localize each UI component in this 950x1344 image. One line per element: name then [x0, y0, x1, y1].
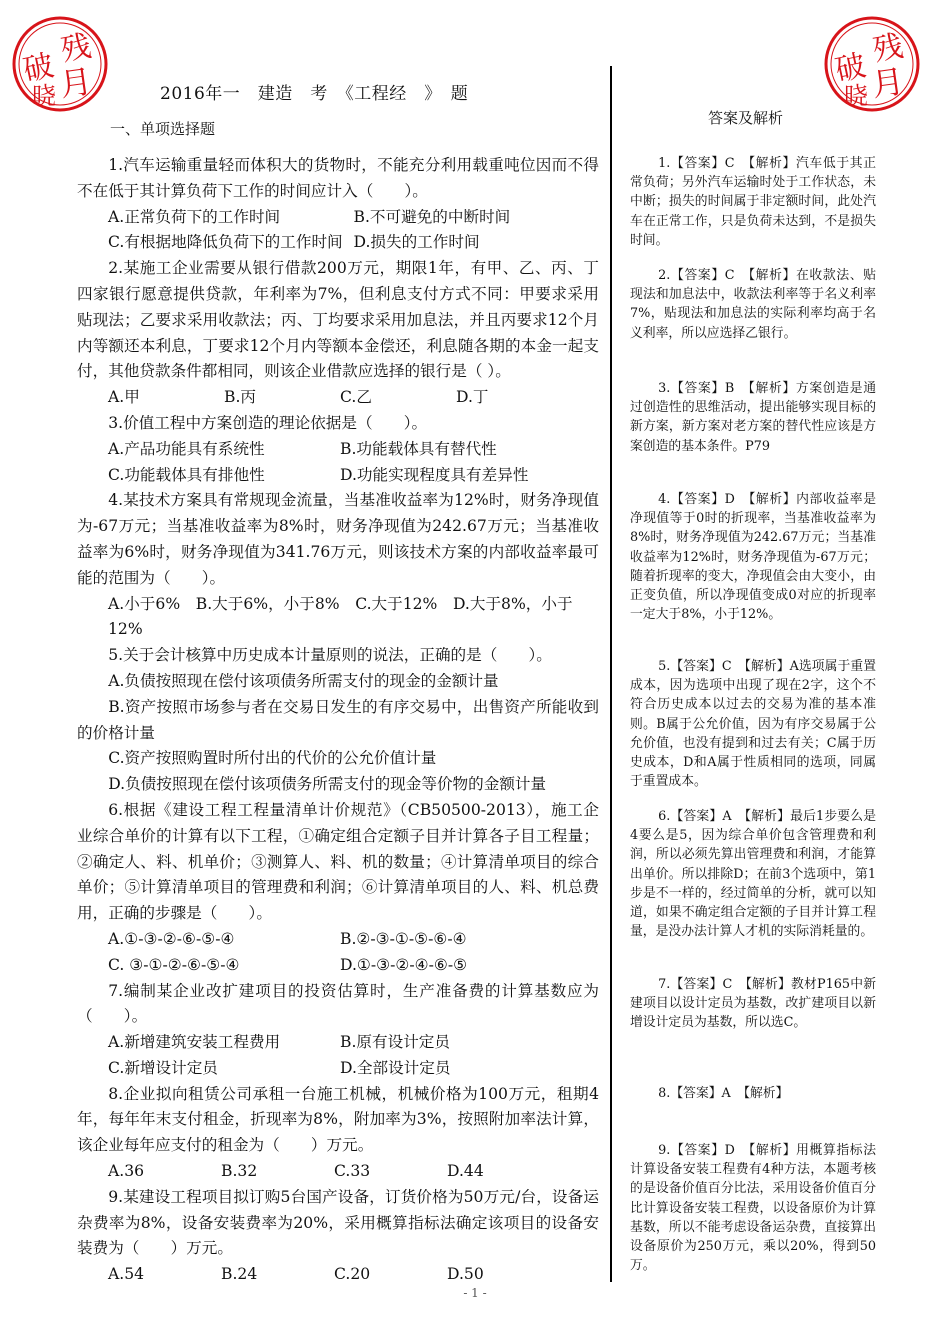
seal-char-1: 破 — [20, 48, 57, 89]
question-1-options-row-1 — [77, 205, 599, 231]
question-5-option-a: A.负债按照现在偿付该项债务所需支付的现金的金额计量 — [108, 671, 499, 690]
question-9-option-a: A.54 — [108, 1265, 145, 1284]
question-3-option-a: A.产品功能具有系统性 — [108, 439, 265, 458]
question-5-option-c: C.资产按照购置时所付出的代价的公允价值计量 — [108, 749, 437, 768]
answer-6: 6.【答案】A 【解析】最后1步要么是4要么是5，因为综合单价包含管理费和利润，所以必须先算出管理费和利润，才能算出单价。所以排除D；在前3个选项中，第1步是不一样的，经过简单的分析，就可以知道，如果不确定组合定额的子目并计算工程量，是没办法计算人才机的实际消耗量的。 — [630, 809, 876, 940]
question-9-option-c: C.20 — [334, 1265, 371, 1284]
question-1-option-d: D.损失的工作时间 — [353, 233, 480, 252]
question-9-option-d: D.50 — [447, 1265, 484, 1284]
question-1-options-row-2 — [77, 230, 599, 256]
question-2-stem: 2.某施工企业需要从银行借款200万元，期限1年，有甲、乙、丙、丁四家银行愿意提供贷款，年利率为7%，但利息支付方式不同：甲要求采用贴现法；乙要求采用收款法；丙、丁均要求采用加息法，并且丙要求12个月内等额还本利息，丁要求12个月内等额本金偿还，利息随各期的本金一起支付，其他贷款条件都相同，则该企业借款应选择的银行是（ ）。 — [77, 259, 599, 381]
page-number: - 1 - — [463, 1286, 487, 1300]
question-8-option-a: A.36 — [108, 1162, 145, 1181]
question-6-option-d: D.①-③-②-④-⑥-⑤ — [340, 955, 468, 974]
answers-heading: 答案及解析 — [708, 109, 784, 127]
question-4-options: A.小于6% B.大于6%，小于8% C.大于12% D.大于8%，小于12% — [108, 594, 573, 639]
question-7-stem: 7.编制某企业改扩建项目的投资估算时，生产准备费的计算基数应为（ ）。 — [77, 981, 599, 1026]
seal-char-4: 月 — [57, 61, 95, 105]
answer-4: 4.【答案】D 【解析】内部收益率是净现值等于0时的折现率，当基准收益率为8%时，财务净现值为242.67万元；当基准收益率为12%时，财务净现值为-67万元；随着折现率的变大，净现值会由大变小，由正变负值，所以净现值变成0对应的折现率一定大于8%，小于12%。 — [630, 492, 876, 623]
question-2-option-a: A.甲 — [108, 388, 140, 407]
question-2-option-b: B.丙 — [224, 388, 257, 407]
answer-8: 8.【答案】A 【解析】 — [658, 1086, 789, 1101]
question-7-option-c: C.新增设计定员 — [108, 1058, 218, 1077]
seal-char-2: 残 — [870, 28, 906, 69]
question-1-option-c: C.有根据地降低负荷下的工作时间 — [108, 233, 343, 252]
question-6-option-b: B.②-③-①-⑤-⑥-④ — [340, 929, 467, 948]
question-3-option-b: B.功能载体具有替代性 — [340, 439, 497, 458]
question-2-option-c: C.乙 — [340, 388, 372, 407]
question-9-option-b: B.24 — [221, 1265, 258, 1284]
seal-char-3: 晓 — [844, 82, 868, 110]
seal-char-4: 月 — [869, 61, 907, 105]
question-6-option-c: C. ③-①-②-⑥-⑤-④ — [108, 955, 240, 974]
question-9-options — [77, 1262, 599, 1288]
question-2-options — [77, 385, 599, 411]
question-7-option-a: A.新增建筑安装工程费用 — [108, 1033, 281, 1052]
document-title: 2016年一 建造 考 《工程经 》 题 — [160, 84, 469, 104]
question-6-options-row-2 — [77, 953, 599, 979]
question-8-option-c: C.33 — [334, 1162, 371, 1181]
question-1-option-b: B.不可避免的中断时间 — [353, 207, 511, 226]
section-heading: 一、单项选择题 — [110, 120, 216, 138]
question-7-option-b: B.原有设计定员 — [340, 1033, 450, 1052]
question-3-stem: 3.价值工程中方案创造的理论依据是（ ）。 — [108, 413, 428, 432]
question-8-option-b: B.32 — [221, 1162, 258, 1181]
question-7-option-d: D.全部设计定员 — [340, 1058, 451, 1077]
answer-5: 5.【答案】C 【解析】A选项属于重置成本，因为选项中出现了现在2字，这个不符合历史成本以过去的交易为准的基本准则。B属于公允价值，因为有序交易属于公允价值，也没有提到和过去有关；C属于历史成本，D和A属于性质相同的选项，同属于重置成本。 — [630, 659, 876, 790]
answer-3: 3.【答案】B 【解析】方案创造是通过创造性的思维活动，提出能够实现目标的新方案，新方案对老方案的替代性应该是方案创造的基本条件。P79 — [630, 381, 876, 454]
answer-9: 9.【答案】D 【解析】用概算指标法计算设备安装工程费有4种方法，本题考核的是设备价值百分比法，采用设备价值百分比计算设备安装工程费，以设备原价为计算基数，所以不能考虑设备运杂费，直接算出设备原价为250万元，乘以20%，得到50万。 — [630, 1143, 876, 1274]
question-8-stem: 8.企业拟向租赁公司承租一台施工机械，机械价格为100万元，租期4年，每年年末支付租金，折现率为8%，附加率为3%，按照附加率法计算，该企业每年应支付的租金为（ ）万元。 — [77, 1084, 599, 1155]
question-4-stem: 4.某技术方案具有常规现金流量，当基准收益率为12%时，财务净现值为-67万元；当基准收益率为8%时，财务净现值为242.67万元；当基准收益率为6%时，财务净现值为341.76万元，则该技术方案的内部收益率最可能的范围为（ ）。 — [77, 491, 599, 587]
question-5-stem: 5.关于会计核算中历史成本计量原则的说法，正确的是（ ）。 — [108, 646, 552, 665]
question-1-option-a: A.正常负荷下的工作时间 — [108, 207, 281, 226]
question-5-option-d: D.负债按照现在偿付该项债务所需支付的现金等价物的金额计量 — [108, 775, 547, 794]
seal-stamp-right — [822, 14, 922, 114]
question-5-option-b: B.资产按照市场参与者在交易日发生的有序交易中，出售资产所能收到的价格计量 — [77, 697, 599, 742]
seal-stamp-left — [10, 14, 110, 114]
answer-7: 7.【答案】C 【解析】教材P165中新建项目以设计定员为基数，改扩建项目以新增设计定员为基数，所以选C。 — [630, 977, 876, 1031]
question-8-option-d: D.44 — [447, 1162, 484, 1181]
question-2-option-d: D.丁 — [456, 388, 489, 407]
question-3-option-d: D.功能实现程度具有差异性 — [340, 465, 529, 484]
answer-1: 1.【答案】C 【解析】汽车低于其正常负荷；另外汽车运输时处于工作状态，未中断；损失的时间属于非定额时间，此处汽车在正常工作，只是负荷未达到，不是损失时间。 — [630, 156, 876, 248]
question-9-stem: 9.某建设工程项目拟订购5台国产设备，订货价格为50万元/台，设备运杂费率为8%，设备安装费率为20%，采用概算指标法确定该项目的设备安装费为（ ）万元。 — [77, 1187, 599, 1258]
seal-char-2: 残 — [58, 28, 94, 69]
question-3-options-row-2 — [77, 463, 599, 489]
question-3-option-c: C.功能载体具有排他性 — [108, 465, 265, 484]
questions-column — [77, 153, 599, 1288]
answer-2: 2.【答案】C 【解析】在收款法、贴现法和加息法中，收款法利率等于名义利率7%，贴现法和加息法的实际利率均高于名义利率，所以应选择乙银行。 — [630, 268, 876, 341]
seal-char-3: 晓 — [32, 82, 56, 110]
question-7-options-row-2 — [77, 1056, 599, 1082]
seal-char-1: 破 — [832, 48, 869, 89]
question-6-option-a: A.①-③-②-⑥-⑤-④ — [108, 929, 235, 948]
question-3-options-row-1 — [77, 437, 599, 463]
question-6-options-row-1 — [77, 927, 599, 953]
question-8-options — [77, 1159, 599, 1185]
question-7-options-row-1 — [77, 1030, 599, 1056]
question-6-stem: 6.根据《建设工程工程量清单计价规范》（CB50500-2013），施工企业综合单价的计算有以下工程，①确定组合定额子目并计算各子目工程量；②确定人、料、机单价；③测算人、料、机的数量；④计算清单项目的综合单价；⑤计算清单项目的管理费和利润；⑥计算清单项目的人、料、机总费用，正确的步骤是（ ）。 — [77, 800, 599, 923]
column-divider — [610, 66, 612, 1282]
question-1-stem: 1.汽车运输重量轻而体积大的货物时，不能充分利用载重吨位因而不得不在低于其计算负荷下工作的时间应计入（ ）。 — [77, 156, 599, 200]
